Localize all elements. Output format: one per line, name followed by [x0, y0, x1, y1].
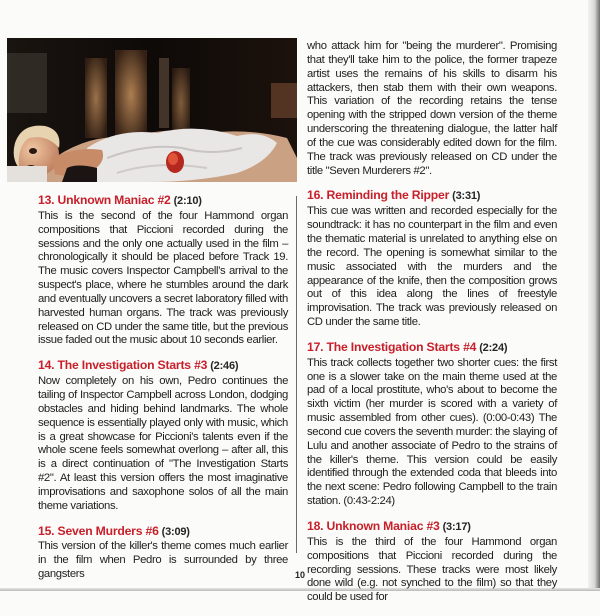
track-duration: (2:46) [210, 360, 239, 373]
track-description: Now completely on his own, Pedro continues the tailing of Inspector Campbell across London, dodging obstacles and hiding behind landmarks. The whole sequence is essentially played only with music, which is a great showcase for Piccioni's talents even if the whole scene feels somewhat overlong – after all, this is a direct continuation of "The Investigation Starts #2". At least this version offers the most imaginative improvisations and saxophone solos of all the main theme variations. [38, 375, 288, 512]
track-duration: (2:10) [173, 195, 202, 207]
track-title: 14. The Investigation Starts #3 [38, 358, 208, 373]
track-entry [307, 520, 557, 605]
film-still-photo [7, 38, 297, 182]
track-entry [38, 525, 288, 582]
track-description: This is the second of the four Hammond organ compositions that Piccioni recorded during the sessions and the only one actually used in the film – chronologically it should be placed before Track 19. The music covers Inspector Campbell's arrival to the suspect's place, where he stumbles around the dark and eventually uncovers a secret laboratory filled with harvested human organs. The track was previously released on CD under the same title, but the previous issue faded out the music about 10 seconds earlier. [38, 209, 288, 347]
track-description: This track collects together two shorter cues: the first one is a slower take on the main theme used at the pad of a local prostitute, who's about to become the sixth victim (her murder is scored with a variety of music assembled from other cues). (0:00-0:43) The second cue covers the seventh murder: the slaying of Lulu and another associate of Pedro to the strains of the killer's theme. This version could be easily identified through the extended coda that bleeds into the next scene: Pedro following Campbell to the train station. (0:43-2:24) [307, 356, 557, 508]
left-column [38, 194, 288, 593]
track-duration: (3:31) [452, 190, 481, 203]
track-title: 16. Reminding the Ripper [307, 188, 450, 203]
book-binding-shadow [588, 0, 600, 591]
track-entry [307, 189, 557, 329]
continued-text-block [307, 40, 557, 178]
page-number: 10 [294, 570, 305, 580]
film-still-image-icon [7, 38, 297, 182]
right-column [307, 40, 557, 616]
continued-description: who attack him for "being the murderer". Promising that they'll take him to the police, the former trapeze artist uses the remains of his skills to disarm his attackers, then stab them with their own weapons. This variation of the recording retains the tense opening with the stripped down version of the theme underscoring the threatening dialogue, the latter half of the cue was considerably edited down for the film. The track was previously released on CD under the title "Seven Murderers #2". [307, 40, 557, 177]
track-title: 13. Unknown Maniac #2 [38, 193, 171, 207]
track-description: This cue was written and recorded especially for the soundtrack: it has no counterpart in the film and even the thematic material is unrelated to anything else on the record. The opening is somewhat similar to the music associated with the murders and the appearance of the knife, then the composition grows out of this idea along the lines of freestyle improvisation. The track was previously released on CD under the same title. [307, 205, 557, 329]
track-heading [307, 341, 557, 356]
track-description: This is the third of the four Hammond organ compositions that Piccioni recorded during the recording sessions. These tracks were most likely done wild (e.g. not synched to the film) so that they could be used for [307, 535, 557, 604]
track-description: This version of the killer's theme comes much earlier in the film when Pedro is surrounded by three gangsters [38, 540, 288, 581]
track-heading [38, 359, 288, 374]
track-heading [38, 194, 288, 209]
track-entry [307, 341, 557, 509]
track-heading [307, 520, 557, 535]
track-heading [307, 189, 557, 204]
track-title: 18. Unknown Maniac #3 [307, 519, 440, 533]
track-duration: (3:09) [161, 525, 190, 538]
track-duration: (3:17) [442, 521, 471, 533]
column-divider [296, 196, 297, 553]
track-title: 15. Seven Murders #6 [38, 523, 159, 538]
track-entry [38, 359, 288, 513]
track-entry [38, 194, 288, 348]
track-duration: (2:24) [479, 341, 508, 354]
track-heading [38, 525, 288, 540]
track-title: 17. The Investigation Starts #4 [307, 339, 477, 354]
